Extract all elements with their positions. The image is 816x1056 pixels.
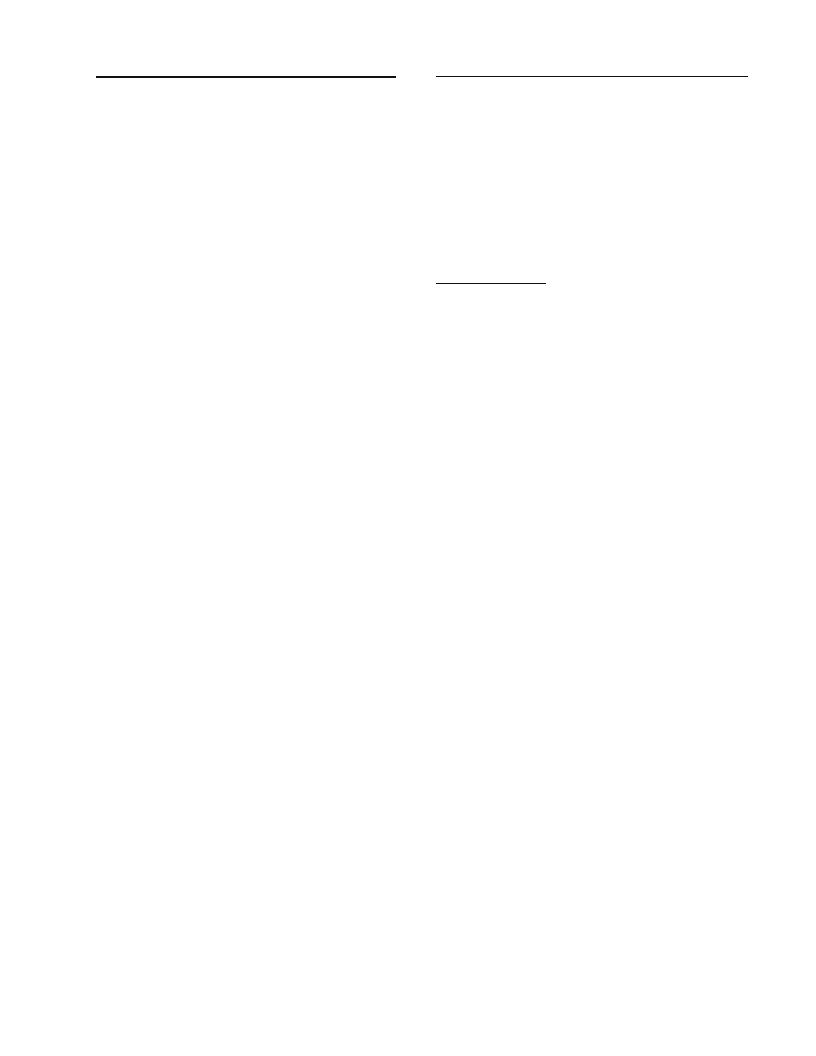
table2 [436,76,748,77]
t2-h-o3 [578,77,622,78]
t2-h-ratio [670,77,748,78]
t2-h-so2 [622,77,670,78]
table1-spacer [96,87,396,92]
references-divider [436,283,546,284]
left-column [96,74,414,99]
table1 [96,76,396,92]
figure1-chart [436,91,736,269]
t2-h-reactant [436,77,522,78]
right-column [436,74,750,290]
running-header-journal [742,46,750,58]
t2-h-r0 [522,77,578,78]
